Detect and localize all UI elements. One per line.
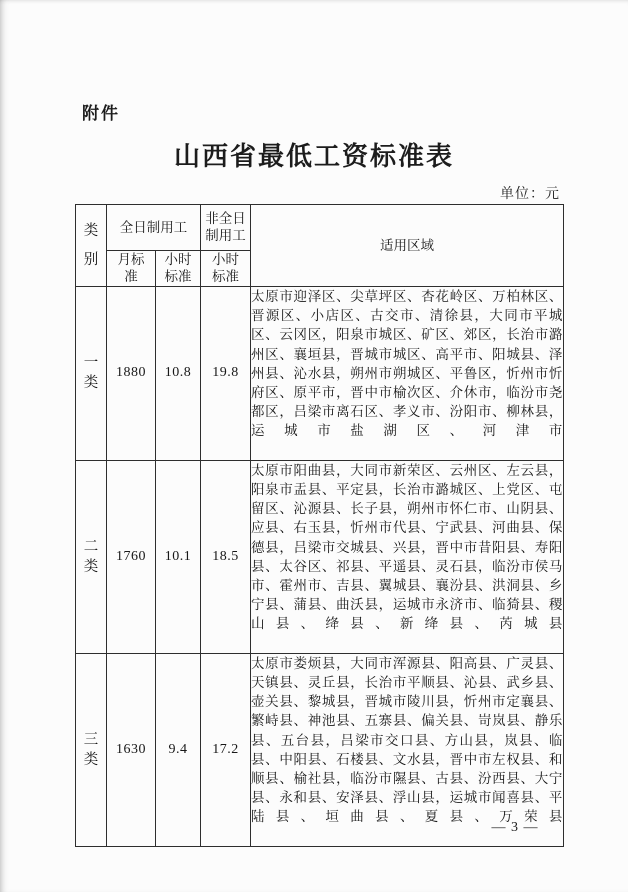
region-list: 太原市迎泽区、尖草坪区、杏花岭区、万柏林区、晋源区、小店区、古交市、清徐县，大同市平城区、云冈区，阳泉市城区、矿区、郊区，长治市潞州区、襄垣县，晋城市城区、高平市、阳城县、泽州县、沁水县，朔州市朔城区、平鲁区，忻州市忻府区、原平市，晋中市榆次区、介休市，临汾市尧都区，吕梁市离石区、孝义市、汾阳市、柳林县，运城市盐湖区、河津市 — [251, 287, 564, 461]
category-cell: 二 类 — [76, 460, 107, 653]
table-row-class-3 — [76, 653, 564, 846]
monthly-standard-value: 1760 — [107, 460, 156, 653]
unit-label: 单位：元 — [500, 185, 560, 201]
header-category — [76, 205, 107, 287]
table-row-class-1 — [76, 287, 564, 461]
table-row-class-2 — [76, 460, 564, 653]
monthly-standard-value: 1880 — [107, 287, 156, 461]
header-region: 适用区域 — [251, 205, 564, 287]
category-cell: 三 类 — [76, 653, 107, 846]
monthly-standard-value: 1630 — [107, 653, 156, 846]
header-monthly-standard: 月标 准 — [107, 250, 156, 286]
hourly-standard-value: 10.8 — [156, 287, 201, 461]
region-list: 太原市娄烦县，大同市浑源县、阳高县、广灵县、天镇县、灵丘县，长治市平顺县、沁县、武乡县、壶关县、黎城县，晋城市陵川县，忻州市定襄县、繁峙县、神池县、五寨县、偏关县、岢岚县、静乐县、五台县，吕梁市交口县、方山县，岚县、临县、中阳县、石楼县、文水县，晋中市左权县、和顺县、榆社县，临汾市隰县、古县、汾西县、大宁县、永和县、安泽县、浮山县，运城市闻喜县、平陆县、垣曲县、夏县、万荣县 — [251, 653, 564, 846]
page-number: — 3 — — [491, 820, 539, 835]
header-hourly-standard: 小时 标准 — [156, 250, 201, 286]
hourly-standard-value: 9.4 — [156, 653, 201, 846]
part-time-hourly-value: 18.5 — [201, 460, 251, 653]
page-title: 山西省最低工资标准表 — [173, 141, 454, 171]
hourly-standard-value: 10.1 — [156, 460, 201, 653]
region-list: 太原市阳曲县，大同市新荣区、云州区、左云县，阳泉市盂县、平定县，长治市潞城区、上党区、屯留区、沁源县、长子县，朔州市怀仁市、山阴县、应县、右玉县，忻州市代县、宁武县、河曲县、保德县，吕梁市交城县、兴县，晋中市昔阳县、寿阳县、太谷区、祁县、平遥县、灵石县，临汾市侯马市、霍州市、吉县、翼城县、襄汾县、洪洞县、乡宁县、蒲县、曲沃县，运城市永济市、临猗县、稷山县、绛县、新绛县、芮城县 — [251, 460, 564, 653]
header-full-time-group: 全日制用工 — [107, 205, 201, 251]
header-part-time-group: 非全日 制用工 — [201, 205, 251, 251]
part-time-hourly-value: 17.2 — [201, 653, 251, 846]
category-cell: 一 类 — [76, 287, 107, 461]
header-category-text: 类 别 — [83, 223, 99, 268]
minimum-wage-table — [75, 204, 564, 847]
attachment-label: 附件 — [82, 104, 120, 123]
header-part-time-hourly-standard: 小时 标准 — [201, 250, 251, 286]
part-time-hourly-value: 19.8 — [201, 287, 251, 461]
